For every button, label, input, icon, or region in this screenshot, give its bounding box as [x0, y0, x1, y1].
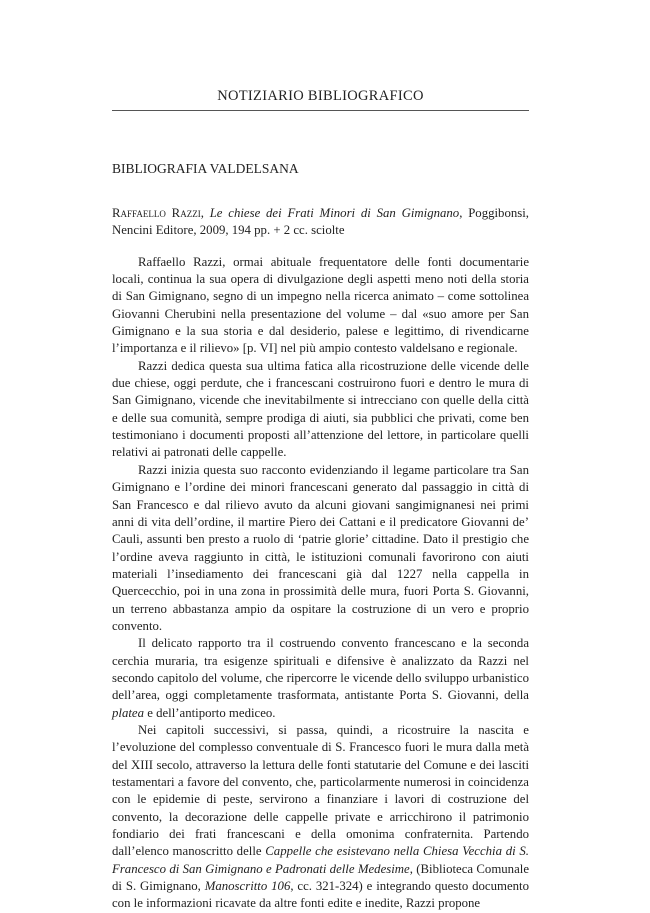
paragraph-5-text-b: , (Biblioteca Comunale di S. Gimignano,	[112, 861, 529, 894]
section-title: BIBLIOGRAFIA VALDELSANA	[112, 161, 299, 176]
paragraph-4-text-b: e dell’antiporto mediceo.	[144, 705, 276, 720]
paragraph-4-text-a: Il delicato rapporto tra il costruendo convento francescano e la seconda cerchia muraria, tra esigenze spirituali e difensive è analizzato da Razzi nel secondo capitolo del volume, che ripercorre le vicende dello sviluppo urbanistico dell’area, oggi completamente trasformata, antistante Porta S. Giovanni, della	[112, 636, 529, 703]
bibliographic-reference	[112, 205, 529, 240]
reference-publication: , Poggibonsi, Nencini Editore, 2009, 194 pp. + 2 cc. sciolte	[112, 206, 529, 238]
paragraph-5	[112, 722, 529, 913]
reference-separator: ,	[200, 206, 210, 220]
paragraph-3: Razzi inizia questa suo racconto evidenziando il legame particolare tra San Gimignano e l’ordine dei minori francescani generato dal passaggio in città di San Francesco e dal rilievo avuto da alcuni giovani sangimignanesi nei primi anni di vita dell’ordine, il martire Piero dei Cattani e il predicatore Giovanni de’ Cauli, assunti ben presto a ruolo di ‘patrie glorie’ cittadine. Dato il prestigio che l’ordine aveva raggiunto in città, le istituzioni comunali favorirono con aiuti materiali l’insediamento dei francescani già dal 1227 nella cappella in Quercecchio, poi in una zona in prossimità delle mura, fuori Porta S. Giovanni, un terreno abbastanza ampio da ospitare la costruzione di un vero e proprio convento.	[112, 462, 529, 633]
reference-author: Raffaello Razzi	[112, 206, 201, 220]
paragraph-4	[112, 635, 529, 722]
paragraph-5-italic-title: Cappelle che esistevano nella Chiesa Vecchia di S. Francesco di San Gimignano e Padronati delle Medesime	[112, 844, 529, 876]
running-header: NOTIZIARIO BIBLIOGRAFICO	[217, 88, 424, 104]
header-rule	[112, 110, 529, 111]
paragraph-5-text-a: Nei capitoli successivi, si passa, quindi, a ricostruire la nascita e l’evoluzione del complesso conventuale di S. Francesco fuori le mura dalla metà del XIII secolo, attraverso la lettura delle fonti statutarie del Comune e dei lasciti testamentari a favore del convento, che, particolarmente numerosi in coincidenza con le epidemie di peste, servirono a finanziare i lavori di costruzione del convento, la decorazione delle cappelle private e arricchirono il patrimonio fondiario dei frati francescani e della omonima confraternita. Partendo dall’elenco manoscritto delle	[112, 722, 529, 859]
paragraph-5-text-c: , cc. 321-324) e integrando questo documento con le informazioni ricavate da altre fonti edite e inedite, Razzi propone	[112, 879, 529, 911]
paragraph-5-italic-ms: Manoscritto 106	[204, 879, 291, 894]
paragraph-2: Razzi dedica questa sua ultima fatica alla ricostruzione delle vicende delle due chiese, oggi perdute, che i francescani costruirono fuori e dentro le mura di San Gimignano, vicende che inevitabilmente si intrecciano con quelle della città e delle sua comunità, sempre prodiga di aiuti, sia pubblici che privati, come ben testimoniano i documenti proposti all’attenzione del lettore, in particolare quelli relativi ai patronati delle cappelle.	[112, 358, 529, 460]
review-text	[112, 205, 529, 913]
reference-book-title: Le chiese dei Frati Minori di San Gimignano	[209, 206, 460, 220]
paragraph-1: Raffaello Razzi, ormai abituale frequentatore delle fonti documentarie locali, continua la sua opera di divulgazione degli aspetti meno noti della storia di San Gimignano, segno di un impegno nella ricerca animato – come sottolinea Giovanni Cherubini nella presentazione del volume – dal «suo amore per San Gimignano e la sua storia e dal desiderio, palese e legittimo, di rivendicarne l’importanza e il rilievo» [p. VI] nel più ampio contesto valdelsano e regionale.	[112, 254, 529, 356]
paragraph-4-italic: platea	[112, 705, 144, 720]
